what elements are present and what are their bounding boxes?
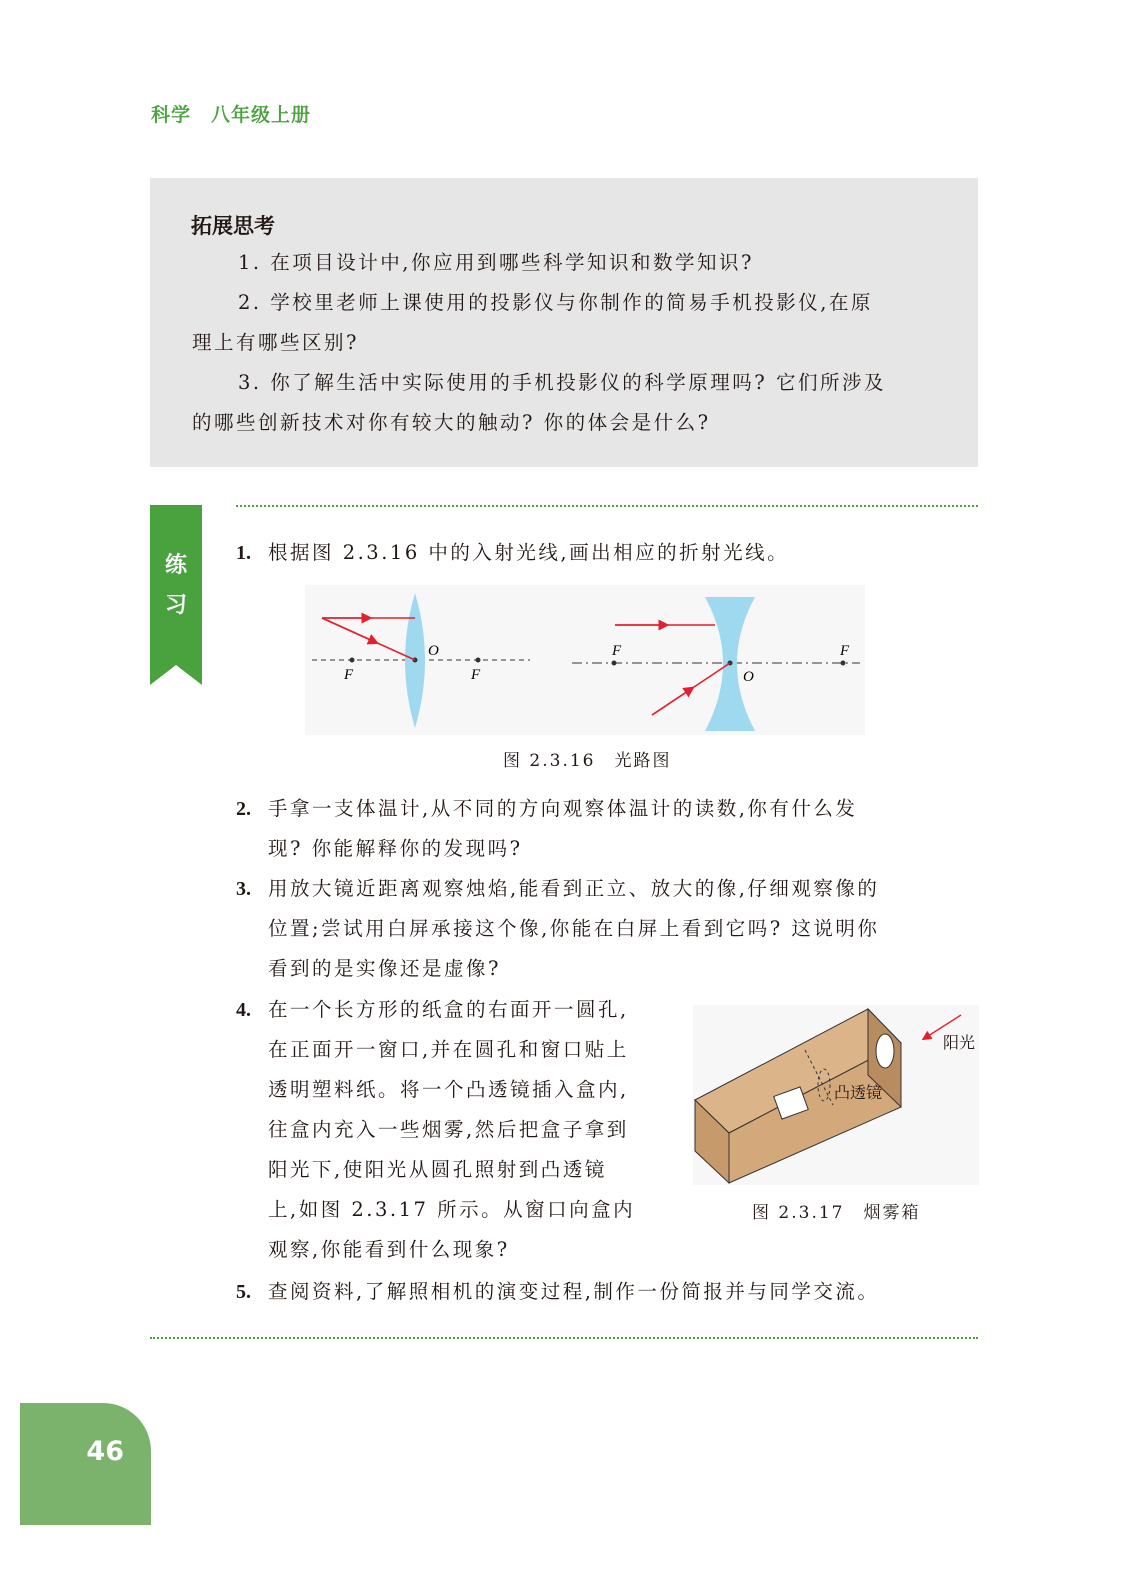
concave-label-F-right: F (840, 643, 850, 659)
running-header (151, 100, 311, 127)
question-3 (236, 869, 946, 989)
exercise-label (150, 546, 202, 626)
question-3-line-2: 位置;尝试用白屏承接这个像,你能在白屏上看到它吗? 这说明你 (268, 917, 880, 940)
question-4-line-3: 透明塑料纸。将一个凸透镜插入盒内, (268, 1078, 629, 1101)
question-1 (236, 533, 946, 573)
question-4-line-5: 阳光下,使阳光从圆孔照射到凸透镜 (268, 1158, 607, 1181)
extension-item-2: 2. 学校里老师上课使用的投影仪与你制作的简易手机投影仪,在原 (238, 291, 874, 314)
convex-focus-left (350, 658, 355, 663)
question-4-line-6: 上,如图 2.3.17 所示。从窗口向盒内 (268, 1198, 636, 1221)
question-4-line-4: 往盒内充入一些烟雾,然后把盒子拿到 (268, 1118, 629, 1141)
convex-focus-right (476, 658, 481, 663)
convex-lens-label: 凸透镜 (834, 1083, 883, 1102)
figure-2-3-17-caption: 图 2.3.17 烟雾箱 (752, 1203, 921, 1223)
exercise-label-char-2: 习 (164, 593, 187, 618)
question-4 (236, 990, 676, 1270)
question-5-number: 5. (236, 1281, 251, 1303)
box-round-hole (876, 1034, 894, 1068)
concave-focus-right (841, 661, 846, 666)
question-1-text: 根据图 2.3.16 中的入射光线,画出相应的折射光线。 (268, 541, 790, 564)
figure-2-3-16-light-paths (265, 585, 865, 735)
question-2-line-1: 手拿一支体温计,从不同的方向观察体温计的读数,你有什么发 (268, 797, 858, 820)
question-4-line-2: 在正面开一窗口,并在圆孔和窗口贴上 (268, 1038, 629, 1061)
page-number-tab (20, 1403, 151, 1525)
bottom-dotted-divider (150, 1337, 978, 1339)
figure-2-3-16-caption: 图 2.3.16 光路图 (503, 751, 672, 771)
question-5-text: 查阅资料,了解照相机的演变过程,制作一份简报并与同学交流。 (268, 1280, 880, 1303)
concave-label-O: O (743, 669, 754, 685)
question-3-number: 3. (236, 878, 251, 900)
question-2-number: 2. (236, 798, 251, 820)
extension-item-3-cont: 的哪些创新技术对你有较大的触动? 你的体会是什么? (192, 411, 711, 434)
extension-item-3: 3. 你了解生活中实际使用的手机投影仪的科学原理吗? 它们所涉及 (238, 371, 886, 394)
convex-label-F-left: F (344, 667, 354, 683)
header-grade: 八年级上册 (211, 104, 312, 126)
convex-label-O: O (428, 643, 439, 659)
question-4-line-7: 观察,你能看到什么现象? (268, 1238, 510, 1261)
top-dotted-divider (236, 505, 978, 507)
question-5 (236, 1272, 946, 1312)
extension-item-2-cont: 理上有哪些区别? (192, 331, 359, 354)
concave-label-F-left: F (612, 643, 622, 659)
question-3-line-3: 看到的是实像还是虚像? (268, 957, 501, 980)
concave-focus-left (612, 661, 617, 666)
extension-title: 拓展思考 (191, 214, 275, 238)
convex-label-F-right: F (471, 667, 481, 683)
question-4-number: 4. (236, 999, 251, 1021)
question-2 (236, 789, 946, 869)
figure-2-3-17-smoke-box (693, 1005, 979, 1190)
page-number: 46 (86, 1436, 124, 1467)
question-2-line-2: 现? 你能解释你的发现吗? (268, 837, 523, 860)
question-3-line-1: 用放大镜近距离观察烛焰,能看到正立、放大的像,仔细观察像的 (268, 877, 880, 900)
question-1-number: 1. (236, 542, 251, 564)
extension-item-1: 1. 在项目设计中,你应用到哪些科学知识和数学知识? (238, 251, 754, 274)
exercise-label-char-1: 练 (164, 553, 187, 578)
question-4-line-1: 在一个长方形的纸盒的右面开一圆孔, (268, 998, 629, 1021)
sunlight-label: 阳光 (943, 1033, 976, 1052)
extension-thinking-box (150, 178, 978, 467)
header-subject: 科学 (151, 104, 192, 126)
